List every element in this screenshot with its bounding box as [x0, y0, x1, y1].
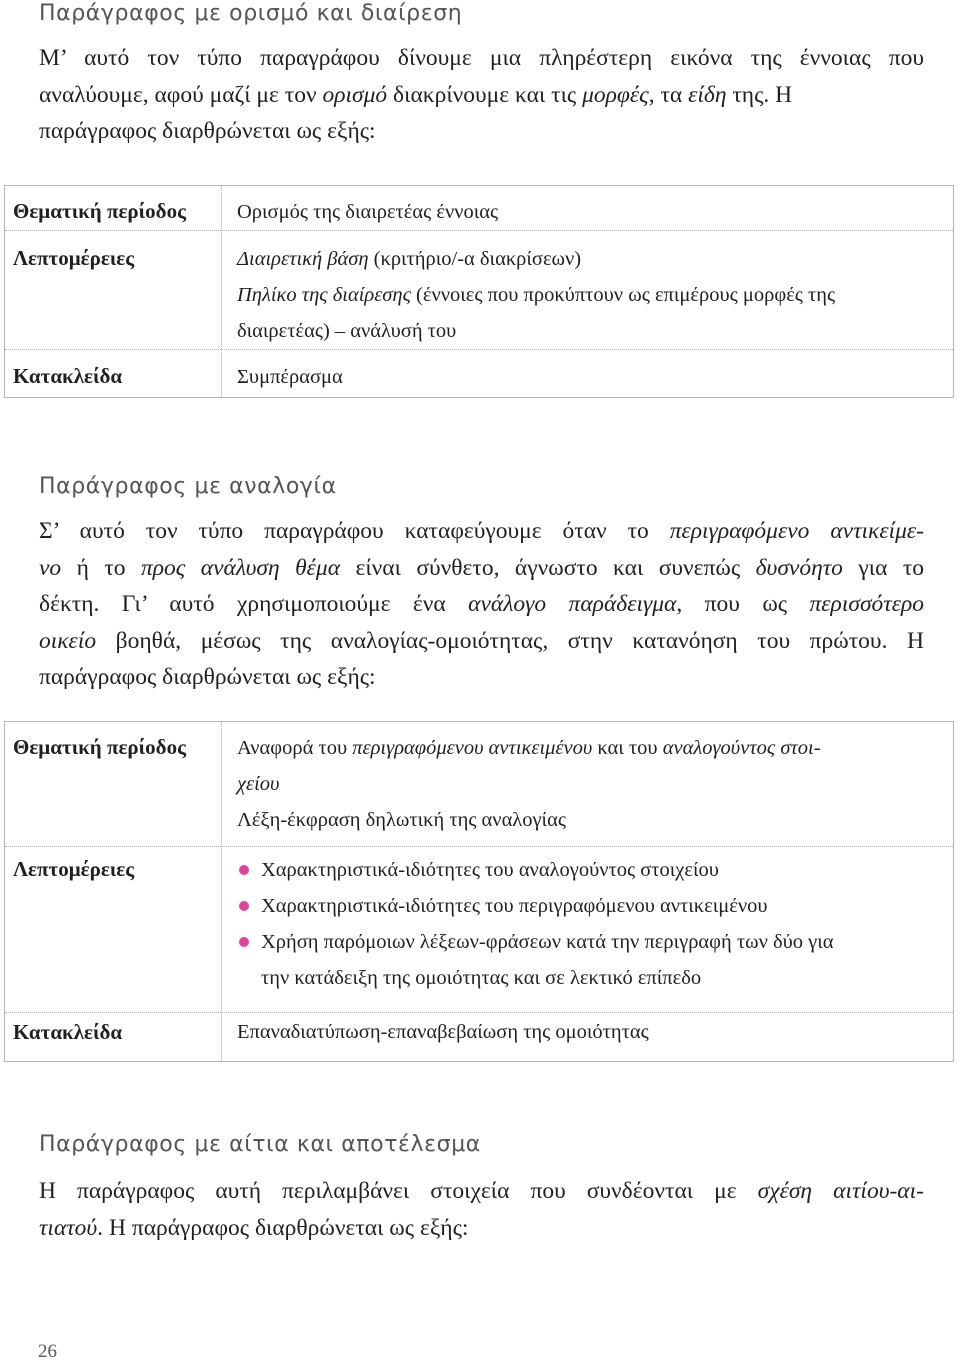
bullet-dot-icon	[239, 865, 249, 875]
details-line: διαιρετέας) – ανάλυσή του	[237, 320, 457, 342]
details-line: Πηλίκο της διαίρεσης (έννοιες που προκύπτουν ως επιμέρους μορφές της	[237, 284, 836, 306]
thematic-line: Λέξη-έκφραση δηλωτική της αναλογίας	[237, 809, 566, 831]
paragraph-line: δέκτη. Γι’ αυτό χρησιμοποιούμε ένα ανάλογο παράδειγμα, που ως περισσότερο	[39, 591, 924, 617]
label-conclusion: Κατακλείδα	[13, 364, 123, 388]
paragraph-line: τιατού. Η παράγραφος διαρθρώνεται ως εξής:	[39, 1214, 469, 1241]
paragraph-line: παράγραφος διαρθρώνεται ως εξής:	[39, 664, 376, 690]
cell-thematic: Ορισμός της διαιρετέας έννοιας	[237, 201, 499, 223]
section-heading-analogy: Παράγραφος με αναλογία	[39, 474, 337, 499]
label-thematic-sentence: Θεματική περίοδος	[13, 735, 186, 759]
bullet-dot-icon	[239, 937, 249, 947]
cell-thematic	[237, 730, 943, 838]
structure-table-definition	[4, 185, 954, 398]
row-separator	[5, 230, 953, 231]
paragraph-line: Η παράγραφος αυτή περιλαμβάνει στοιχεία που συνδέονται με σχέση αιτίου-αι-	[39, 1178, 924, 1204]
thematic-line: χείου	[237, 773, 280, 795]
intro-paragraph-definition	[39, 40, 924, 150]
label-details: Λεπτομέρειες	[13, 857, 135, 881]
paragraph-line: οικείο βοηθά, μέσως της αναλογίας-ομοιότητας, στην κατανόηση του πρώτου. Η	[39, 627, 924, 654]
details-line: Διαιρετική βάση (κριτήριο/-α διακρίσεων)	[237, 248, 582, 270]
row-separator	[5, 846, 953, 847]
cell-details	[237, 241, 943, 349]
thematic-line: Αναφορά του περιγραφόμενου αντικειμένου και του αναλογούντος στοι-	[237, 737, 821, 759]
cell-conclusion: Επαναδιατύπωση-επαναβεβαίωση της ομοιότητας	[237, 1021, 649, 1043]
page-number: 26	[38, 1341, 57, 1362]
bullet-item: Χαρακτηριστικά-ιδιότητες του περιγραφόμενου αντικειμένου	[237, 888, 943, 924]
section-heading-cause-effect: Παράγραφος με αίτια και αποτέλεσμα	[39, 1132, 481, 1157]
intro-paragraph-cause-effect	[39, 1173, 924, 1246]
column-divider	[221, 186, 222, 397]
cell-conclusion: Συμπέρασμα	[237, 366, 343, 388]
paragraph-line: νο ή το προς ανάλυση θέμα είναι σύνθετο, άγνωστο και συνεπώς δυσνόητο για το	[39, 554, 925, 581]
row-separator	[5, 1012, 953, 1013]
bullet-dot-icon	[239, 901, 249, 911]
paragraph-line: Σ’ αυτό τον τύπο παραγράφου καταφεύγουμε όταν το περιγραφόμενο αντικείμε-	[39, 518, 924, 544]
structure-table-analogy	[4, 721, 954, 1062]
intro-paragraph-analogy	[39, 513, 924, 696]
label-conclusion: Κατακλείδα	[13, 1020, 123, 1044]
label-details: Λεπτομέρειες	[13, 246, 135, 270]
paragraph-line: Μ’ αυτό τον τύπο παραγράφου δίνουμε μια πληρέστερη εικόνα της έννοιας που	[39, 45, 924, 71]
column-divider	[221, 722, 222, 1061]
bullet-item: Χρήση παρόμοιων λέξεων-φράσεων κατά την περιγραφή των δύο για την κατάδειξη της ομοιότητας και σε λεκτικό επίπεδο	[237, 924, 943, 996]
row-separator	[5, 349, 953, 350]
paragraph-line: παράγραφος διαρθρώνεται ως εξής:	[39, 118, 376, 144]
bullet-item: Χαρακτηριστικά-ιδιότητες του αναλογούντος στοιχείου	[237, 852, 943, 888]
cell-details	[237, 852, 943, 996]
section-heading-definition: Παράγραφος με ορισμό και διαίρεση	[39, 1, 463, 26]
label-thematic-sentence: Θεματική περίοδος	[13, 199, 186, 223]
paragraph-line: αναλύουμε, αφού μαζί με τον ορισμό διακρίνουμε και τις μορφές, τα είδη της. Η	[39, 81, 793, 108]
